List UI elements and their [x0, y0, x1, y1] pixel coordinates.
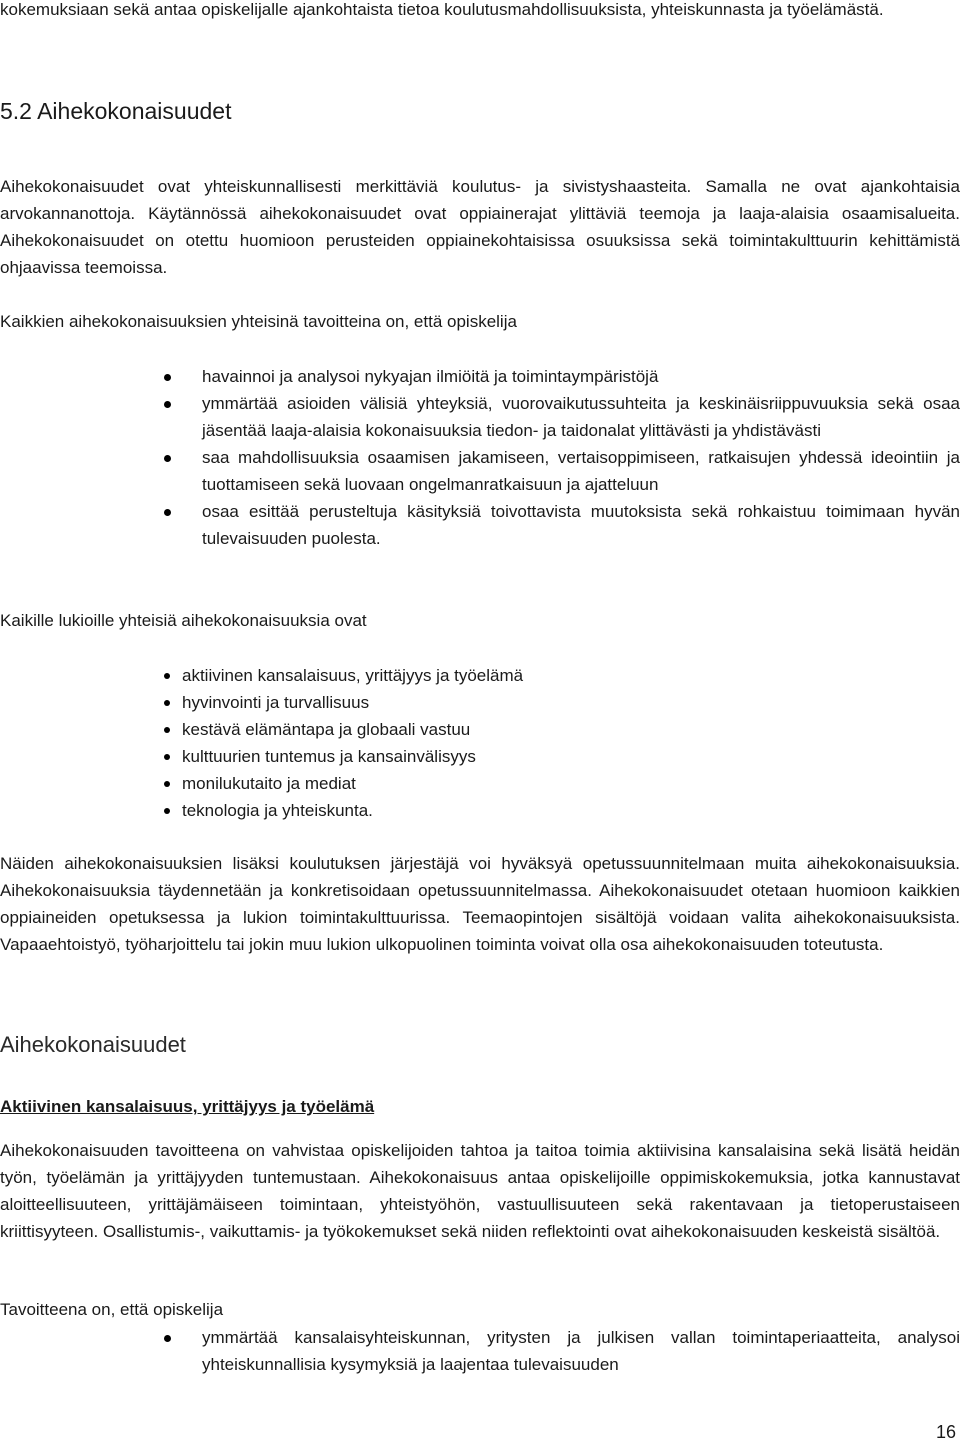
list-item-text: hyvinvointi ja turvallisuus: [182, 693, 370, 712]
list-item-text: aktiivinen kansalaisuus, yrittäjyys ja työelämä: [182, 666, 524, 685]
bullet-icon: [164, 808, 170, 814]
bullet-icon: [164, 509, 171, 516]
intro-tail-block: [0, 0, 960, 23]
goals-intro-block: [0, 308, 960, 335]
topic-heading: Aktiivinen kansalaisuus, yrittäjyys ja työelämä: [0, 1097, 375, 1116]
section-heading-block: [0, 96, 960, 126]
sub-heading-block: [0, 1030, 960, 1060]
topic-goals-intro: Tavoitteena on, että opiskelija: [0, 1300, 224, 1319]
section-heading: 5.2 Aihekokonaisuudet: [0, 98, 232, 124]
list-item-text: teknologia ja yhteiskunta.: [182, 801, 373, 820]
sub-heading: Aihekokonaisuudet: [0, 1032, 186, 1057]
extra-paragraph: Näiden aihekokonaisuuksien lisäksi koulutuksen järjestäjä voi hyväksyä opetussuunnitelmaan muita aihekokonaisuuksia. Aihekokonaisuuksia täydennetään ja konkretisoidaan opetussuunnitelmassa. Aihekokonaisuudet otetaan huomioon kaikkien oppiaineiden opetuksessa ja lukion toimintakulttuurissa. Teemaopintojen sisältöjä voidaan valita aihekokonaisuuksista. Vapaaehtoistyö, työharjoittelu tai jokin muu lukion ulkopuolinen toiminta voivat olla osa aihekokonaisuuden toteutusta.: [0, 854, 960, 954]
list-item-text: ymmärtää asioiden välisiä yhteyksiä, vuorovaikutussuhteita ja keskinäisriippuvuuksia sekä osaa jäsentää laaja-alaisia kokonaisuuksia tiedon- ja taidonalat ylittävästi ja yhdistävästi: [202, 394, 960, 440]
themes-list-block: [0, 662, 960, 824]
bullet-icon: [164, 727, 170, 733]
goals-intro: Kaikkien aihekokonaisuuksien yhteisinä tavoitteina on, että opiskelija: [0, 312, 517, 331]
list-item: [0, 498, 960, 552]
bullet-icon: [164, 374, 171, 381]
list-item: [0, 1324, 960, 1378]
bullet-icon: [164, 754, 170, 760]
list-item-text: havainnoi ja analysoi nykyajan ilmiöitä ja toimintaympäristöjä: [202, 367, 659, 386]
intro-tail-paragraph: kokemuksiaan sekä antaa opiskelijalle ajankohtaista tietoa koulutusmahdollisuuksista, yhteiskunnasta ja työelämästä.: [0, 0, 884, 19]
list-item-text: ymmärtää kansalaisyhteiskunnan, yritysten ja julkisen vallan toimintaperiaatteita, analysoi yhteiskunnallisia kysymyksiä ja laajentaa tulevaisuuden: [202, 1328, 960, 1374]
extra-para-block: [0, 850, 960, 958]
page-number: 16: [935, 1422, 956, 1442]
list-item-text: osaa esittää perusteltuja käsityksiä toivottavista muutoksista sekä rohkaistuu toimimaan hyvän tulevaisuuden puolesta.: [202, 502, 960, 548]
bullet-icon: [164, 1335, 171, 1342]
list-item-text: saa mahdollisuuksia osaamisen jakamiseen, vertaisoppimiseen, ratkaisujen yhdessä ideointiin ja tuottamiseen sekä luovaan ongelmanratkaisuun ja ajatteluun: [202, 448, 960, 494]
themes-list: [0, 662, 960, 824]
list-item-text: kestävä elämäntapa ja globaali vastuu: [182, 720, 471, 739]
list-item: [0, 363, 960, 390]
list-item: [0, 689, 960, 716]
list-item: [0, 797, 960, 824]
topic-paragraph: Aihekokonaisuuden tavoitteena on vahvistaa opiskelijoiden tahtoa ja taitoa toimia aktiivisina kansalaisina sekä lisätä heidän työn, työelämän ja yrittäjyyden tuntemustaan. Aihekokonaisuus antaa opiskelijoille oppimiskokemuksia, jotka kannustavat aloitteellisuuteen, yrittäjämäiseen toimintaan, yhteistyöhön, vastuullisuuteen sekä rakentavaan ja tietoperustaiseen kriittisyyteen. Osallistumis-, vaikuttamis- ja työkokemukset sekä niiden reflektointi ovat aihekokonaisuuden keskeistä sisältöä.: [0, 1141, 960, 1241]
list-item: [0, 390, 960, 444]
list-item: [0, 716, 960, 743]
bullet-icon: [164, 401, 171, 408]
goals-list: [0, 363, 960, 552]
list-item-text: kulttuurien tuntemus ja kansainvälisyys: [182, 747, 476, 766]
list-item: [0, 743, 960, 770]
section-para-block: [0, 173, 960, 281]
bullet-icon: [164, 455, 171, 462]
list-item: [0, 444, 960, 498]
bullet-icon: [164, 781, 170, 787]
themes-intro-block: [0, 607, 960, 634]
goals-list-block: [0, 363, 960, 552]
topic-goals-list-block: [0, 1324, 960, 1378]
topic-para-block: [0, 1137, 960, 1245]
bullet-icon: [164, 673, 170, 679]
list-item: [0, 662, 960, 689]
section-paragraph: Aihekokonaisuudet ovat yhteiskunnallisesti merkittäviä koulutus- ja sivistyshaasteita. Samalla ne ovat ajankohtaisia arvokannanottoja. Käytännössä aihekokonaisuudet ovat oppiainerajat ylittäviä teemoja ja laaja-alaisia osaamisalueita. Aihekokonaisuudet on otettu huomioon perusteiden oppiainekohtaisissa osuuksissa sekä toimintakulttuurin kehittämistä ohjaavissa teemoissa.: [0, 177, 960, 277]
topic-goals-list: [0, 1324, 960, 1378]
topic-goals-intro-block: [0, 1296, 960, 1323]
topic-heading-block: [0, 1093, 960, 1120]
list-item-text: monilukutaito ja mediat: [182, 774, 356, 793]
list-item: [0, 770, 960, 797]
themes-intro: Kaikille lukioille yhteisiä aihekokonaisuuksia ovat: [0, 611, 367, 630]
bullet-icon: [164, 700, 170, 706]
